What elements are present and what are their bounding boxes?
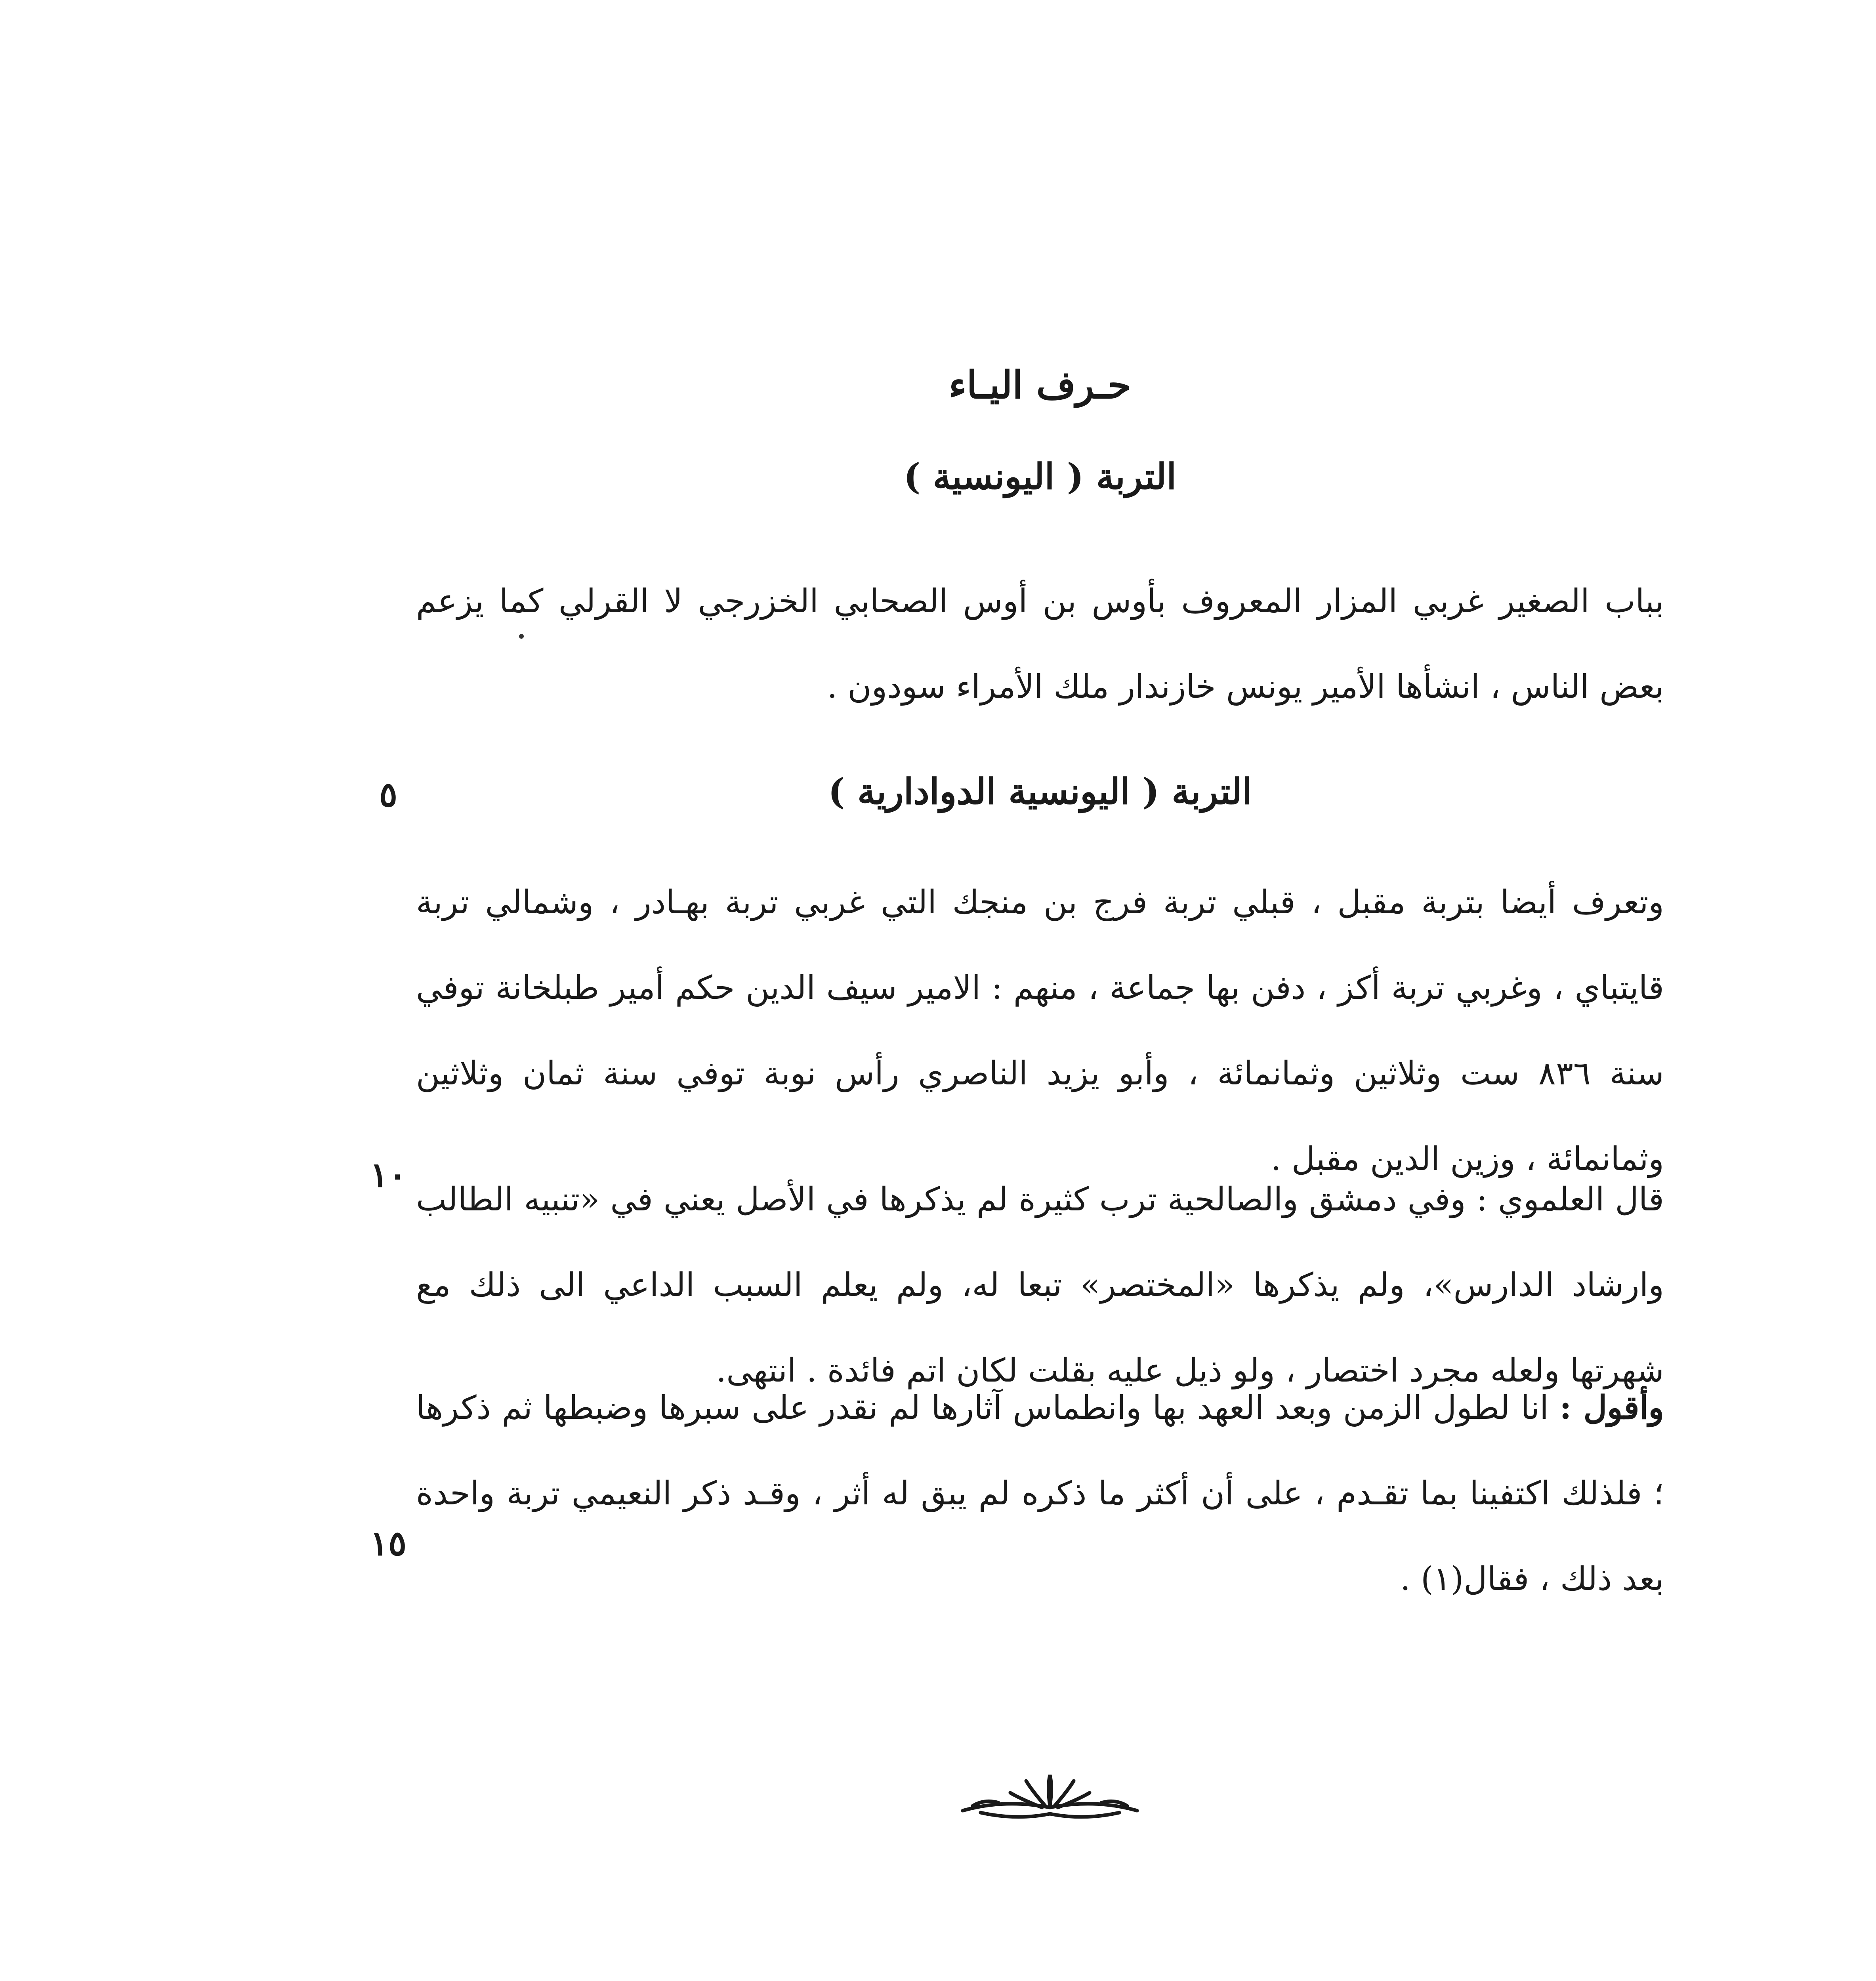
letter-heading: حـرف اليـاء xyxy=(948,363,1132,407)
section-title-yunusiya-dawadariya: التربة ( اليونسية الدوادارية ) xyxy=(828,771,1252,813)
paragraph-dawadariya xyxy=(416,860,1664,1202)
paragraph-text: قال العلموي : وفي دمشق والصالحية ترب كثيرة لم يذكرها في الأصل يعني في «تنبيه الطالب وارشاد الدارس»، ولم يذكرها «المختصر» تبعا له، ولم يعلم السبب الداعي الى ذلك مع شهرتها ولعله مجرد اختصار ، ولو ذيل عليه بقلت لكان اتم فائدة . انتهى. xyxy=(416,1181,1664,1389)
paragraph-aqulu xyxy=(416,1365,1664,1622)
line-number-10: ١٠ xyxy=(370,1155,407,1195)
paragraph-lead: وأقول : xyxy=(1559,1389,1664,1427)
paragraph-text: انا لطول الزمن وبعد العهد بها وانطماس آثارها لم نقدر على سبرها وضبطها ثم ذكرها ؛ فلذلك اكتفينا بما تقـدم ، على أن أكثر ما ذكره لم يبق له أثر ، وقـد ذكر النعيمي تربة واحدة بعد ذلك ، فقال(١) . xyxy=(416,1389,1664,1598)
paragraph-text: بباب الصغير غربي المزار المعروف بأوس بن أوس الصحابي الخزرجي لا القرلي كما يزعم بعض الناس ، انشأها الأمير يونس خازندار ملك الأمراء سودون . xyxy=(416,582,1664,706)
paragraph-text: وتعرف أيضا بتربة مقبل ، قبلي تربة فرج بن منجك التي غربي تربة بهـادر ، وشمالي تربة قايتباي ، وغربي تربة أكز ، دفن بها جماعة ، منهم : الامير سيف الدين حكم أمير طبلخانة توفي سنة ٨٣٦ ست وثلاثين وثمانمائة ، وأبو يزيد الناصري رأس نوبة توفي سنة ثمان وثلاثين وثمانمائة ، وزين الدين مقبل . xyxy=(416,884,1664,1178)
paragraph-yunusiya xyxy=(416,559,1664,730)
line-number-15: ١٥ xyxy=(370,1523,407,1563)
ink-speck xyxy=(519,634,524,639)
ornament-icon xyxy=(957,1771,1143,1823)
section-title-yunusiya: التربة ( اليونسية ) xyxy=(903,456,1177,498)
line-number-5: ٥ xyxy=(379,775,398,815)
